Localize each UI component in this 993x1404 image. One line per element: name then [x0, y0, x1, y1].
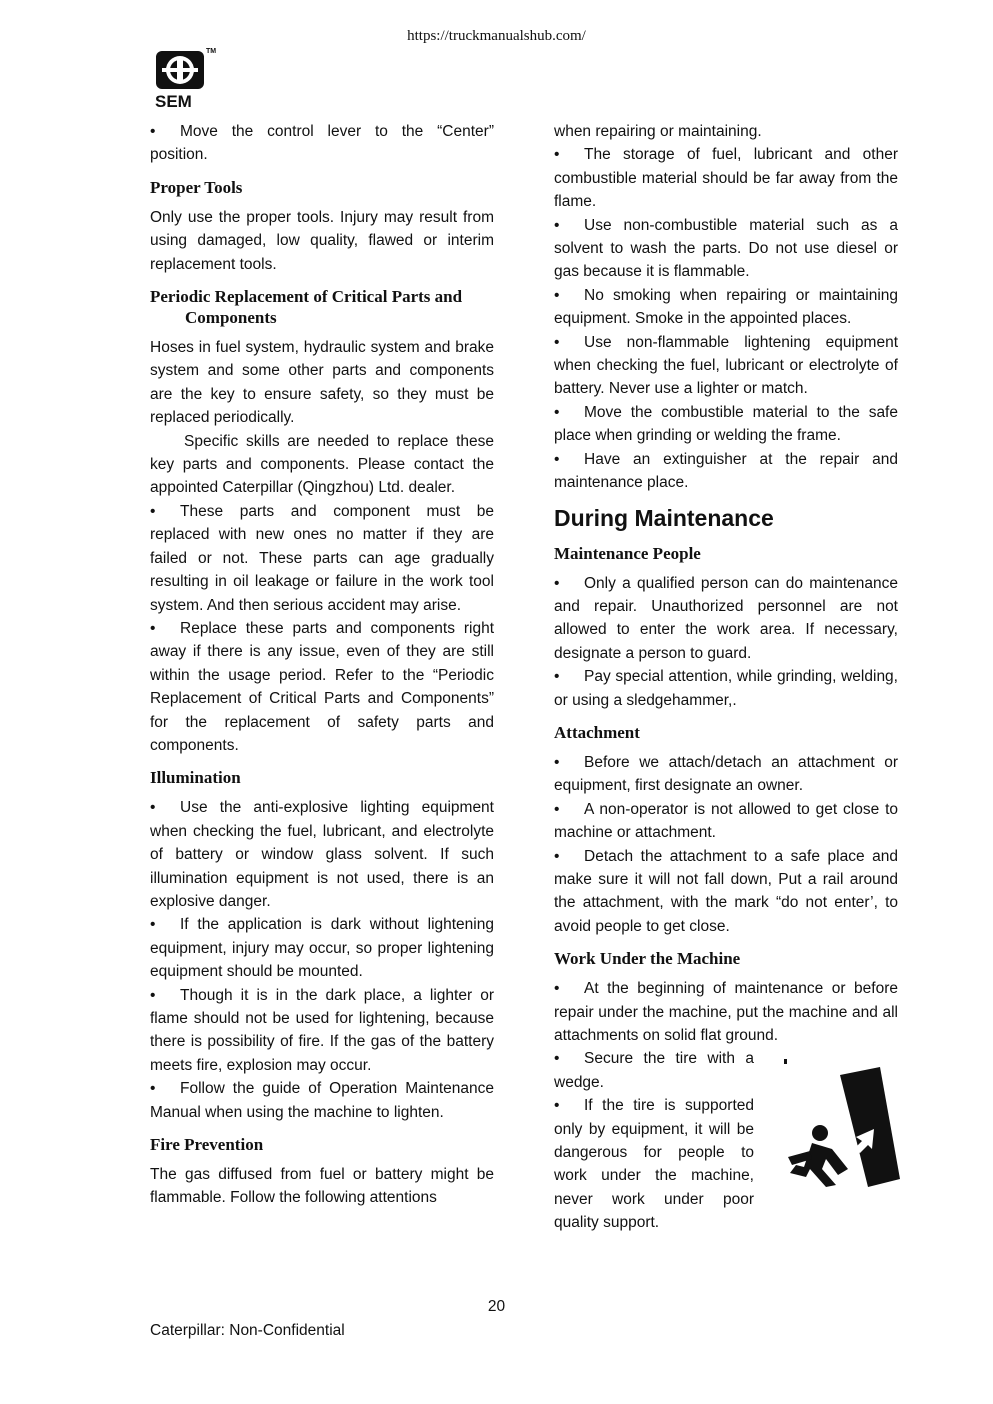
sem-logo: [154, 45, 218, 111]
list-item: • Move the control lever to the “Center” position.: [150, 123, 494, 164]
list-item: • Secure the tire with a wedge.: [554, 1050, 754, 1091]
paragraph: Hoses in fuel system, hydraulic system and brake system and some other parts and components are the key to ensure safety, so they must be replaced periodically.: [150, 339, 494, 427]
footer-classification: Caterpillar: Non-Confidential: [150, 1322, 345, 1339]
list-item: • Replace these parts and components right away if there is any issue, even of they are still within the usage period. Refer to the “Periodic Replacement of Critical Parts and Components” for the replacement of safety parts and components.: [150, 619, 494, 754]
list-item: • The storage of fuel, lubricant and other combustible material should be far away from the flame.: [554, 146, 898, 211]
list-item: • At the beginning of maintenance or before repair under the machine, put the machine and all attachments on solid flat ground.: [554, 980, 898, 1044]
paragraph: The gas diffused from fuel or battery might be flammable. Follow the following attentions: [150, 1166, 494, 1207]
heading-maintenance-people: Maintenance People: [554, 543, 701, 563]
list-item: • If the application is dark without lightening equipment, injury may occur, so proper lightening equipment should be mounted.: [150, 916, 494, 981]
left-column: [150, 120, 494, 1210]
heading-periodic-replacement: Periodic Replacement of Critical Parts and Components: [150, 287, 463, 328]
list-item: • Use the anti-explosive lighting equipment when checking the fuel, lubricant, and electrolyte of battery or window glass solvent. If such illumination equipment is not used, there is an explosive danger.: [150, 799, 494, 910]
wrap-block: [554, 1047, 898, 1234]
paragraph: Specific skills are needed to replace these key parts and components. Please contact the appointed Caterpillar (Qingzhou) Ltd. dealer.: [150, 432, 494, 497]
source-url[interactable]: https://truckmanualshub.com/: [407, 28, 586, 44]
list-item: • Move the combustible material to the safe place when grinding or welding the frame.: [554, 403, 898, 445]
page-number: 20: [487, 1298, 506, 1315]
list-item: • Use non-combustible material such as a solvent to wash the parts. Do not use diesel or gas because it is flammable.: [554, 216, 898, 281]
list-item: • Have an extinguisher at the repair and maintenance place.: [554, 450, 898, 492]
paragraph: Only use the proper tools. Injury may result from using damaged, low quality, flawed or interim replacement tools.: [150, 208, 494, 273]
list-item: • Follow the guide of Operation Maintenance Manual when using the machine to lighten.: [150, 1080, 494, 1121]
list-item: • No smoking when repairing or maintaining equipment. Smoke in the appointed places.: [554, 286, 898, 328]
heading-during-maintenance: During Maintenance: [554, 504, 774, 531]
list-item: • Though it is in the dark place, a lighter or flame should not be used for lightening, because there is possibility of fire. If the gas of the battery meets fire, explosion may occur.: [150, 986, 494, 1074]
list-item: • Pay special attention, while grinding, welding, or using a sledgehammer,.: [554, 668, 898, 709]
heading-illumination: Illumination: [150, 768, 241, 788]
heading-fire-prevention: Fire Prevention: [150, 1135, 264, 1155]
svg-text:TM: TM: [206, 48, 217, 55]
heading-proper-tools: Proper Tools: [150, 177, 243, 197]
right-column: [554, 120, 898, 1235]
list-item: • Detach the attachment to a safe place and make sure it will not fall down, Put a rail around the attachment, with the mark “do not enter’, to avoid people to get close.: [554, 847, 898, 935]
svg-text:SEM: SEM: [155, 92, 192, 111]
paragraph: when repairing or maintaining.: [554, 123, 762, 140]
heading-attachment: Attachment: [554, 722, 640, 742]
list-item: • A non-operator is not allowed to get close to machine or attachment.: [554, 800, 898, 842]
crush-hazard-icon: [782, 1057, 902, 1187]
heading-work-under-machine: Work Under the Machine: [554, 949, 741, 969]
list-item: • If the tire is supported only by equipment, it will be dangerous for people to work under the machine, never work under poor quality support.: [554, 1097, 754, 1232]
list-item: • Before we attach/detach an attachment or equipment, first designate an owner.: [554, 753, 898, 795]
list-item: • These parts and component must be replaced with new ones no matter if they are failed or not. These parts can age gradually resulting in oil leakage or failure in the work tool system. And then serious accident may arise.: [150, 502, 494, 614]
list-item: • Only a qualified person can do maintenance and repair. Unauthorized personnel are not allowed to enter the work area. If necessary, designate a person to guard.: [554, 574, 898, 662]
list-item: • Use non-flammable lightening equipment when checking the fuel, lubricant or electrolyte of battery. Never use a lighter or match.: [554, 333, 898, 398]
